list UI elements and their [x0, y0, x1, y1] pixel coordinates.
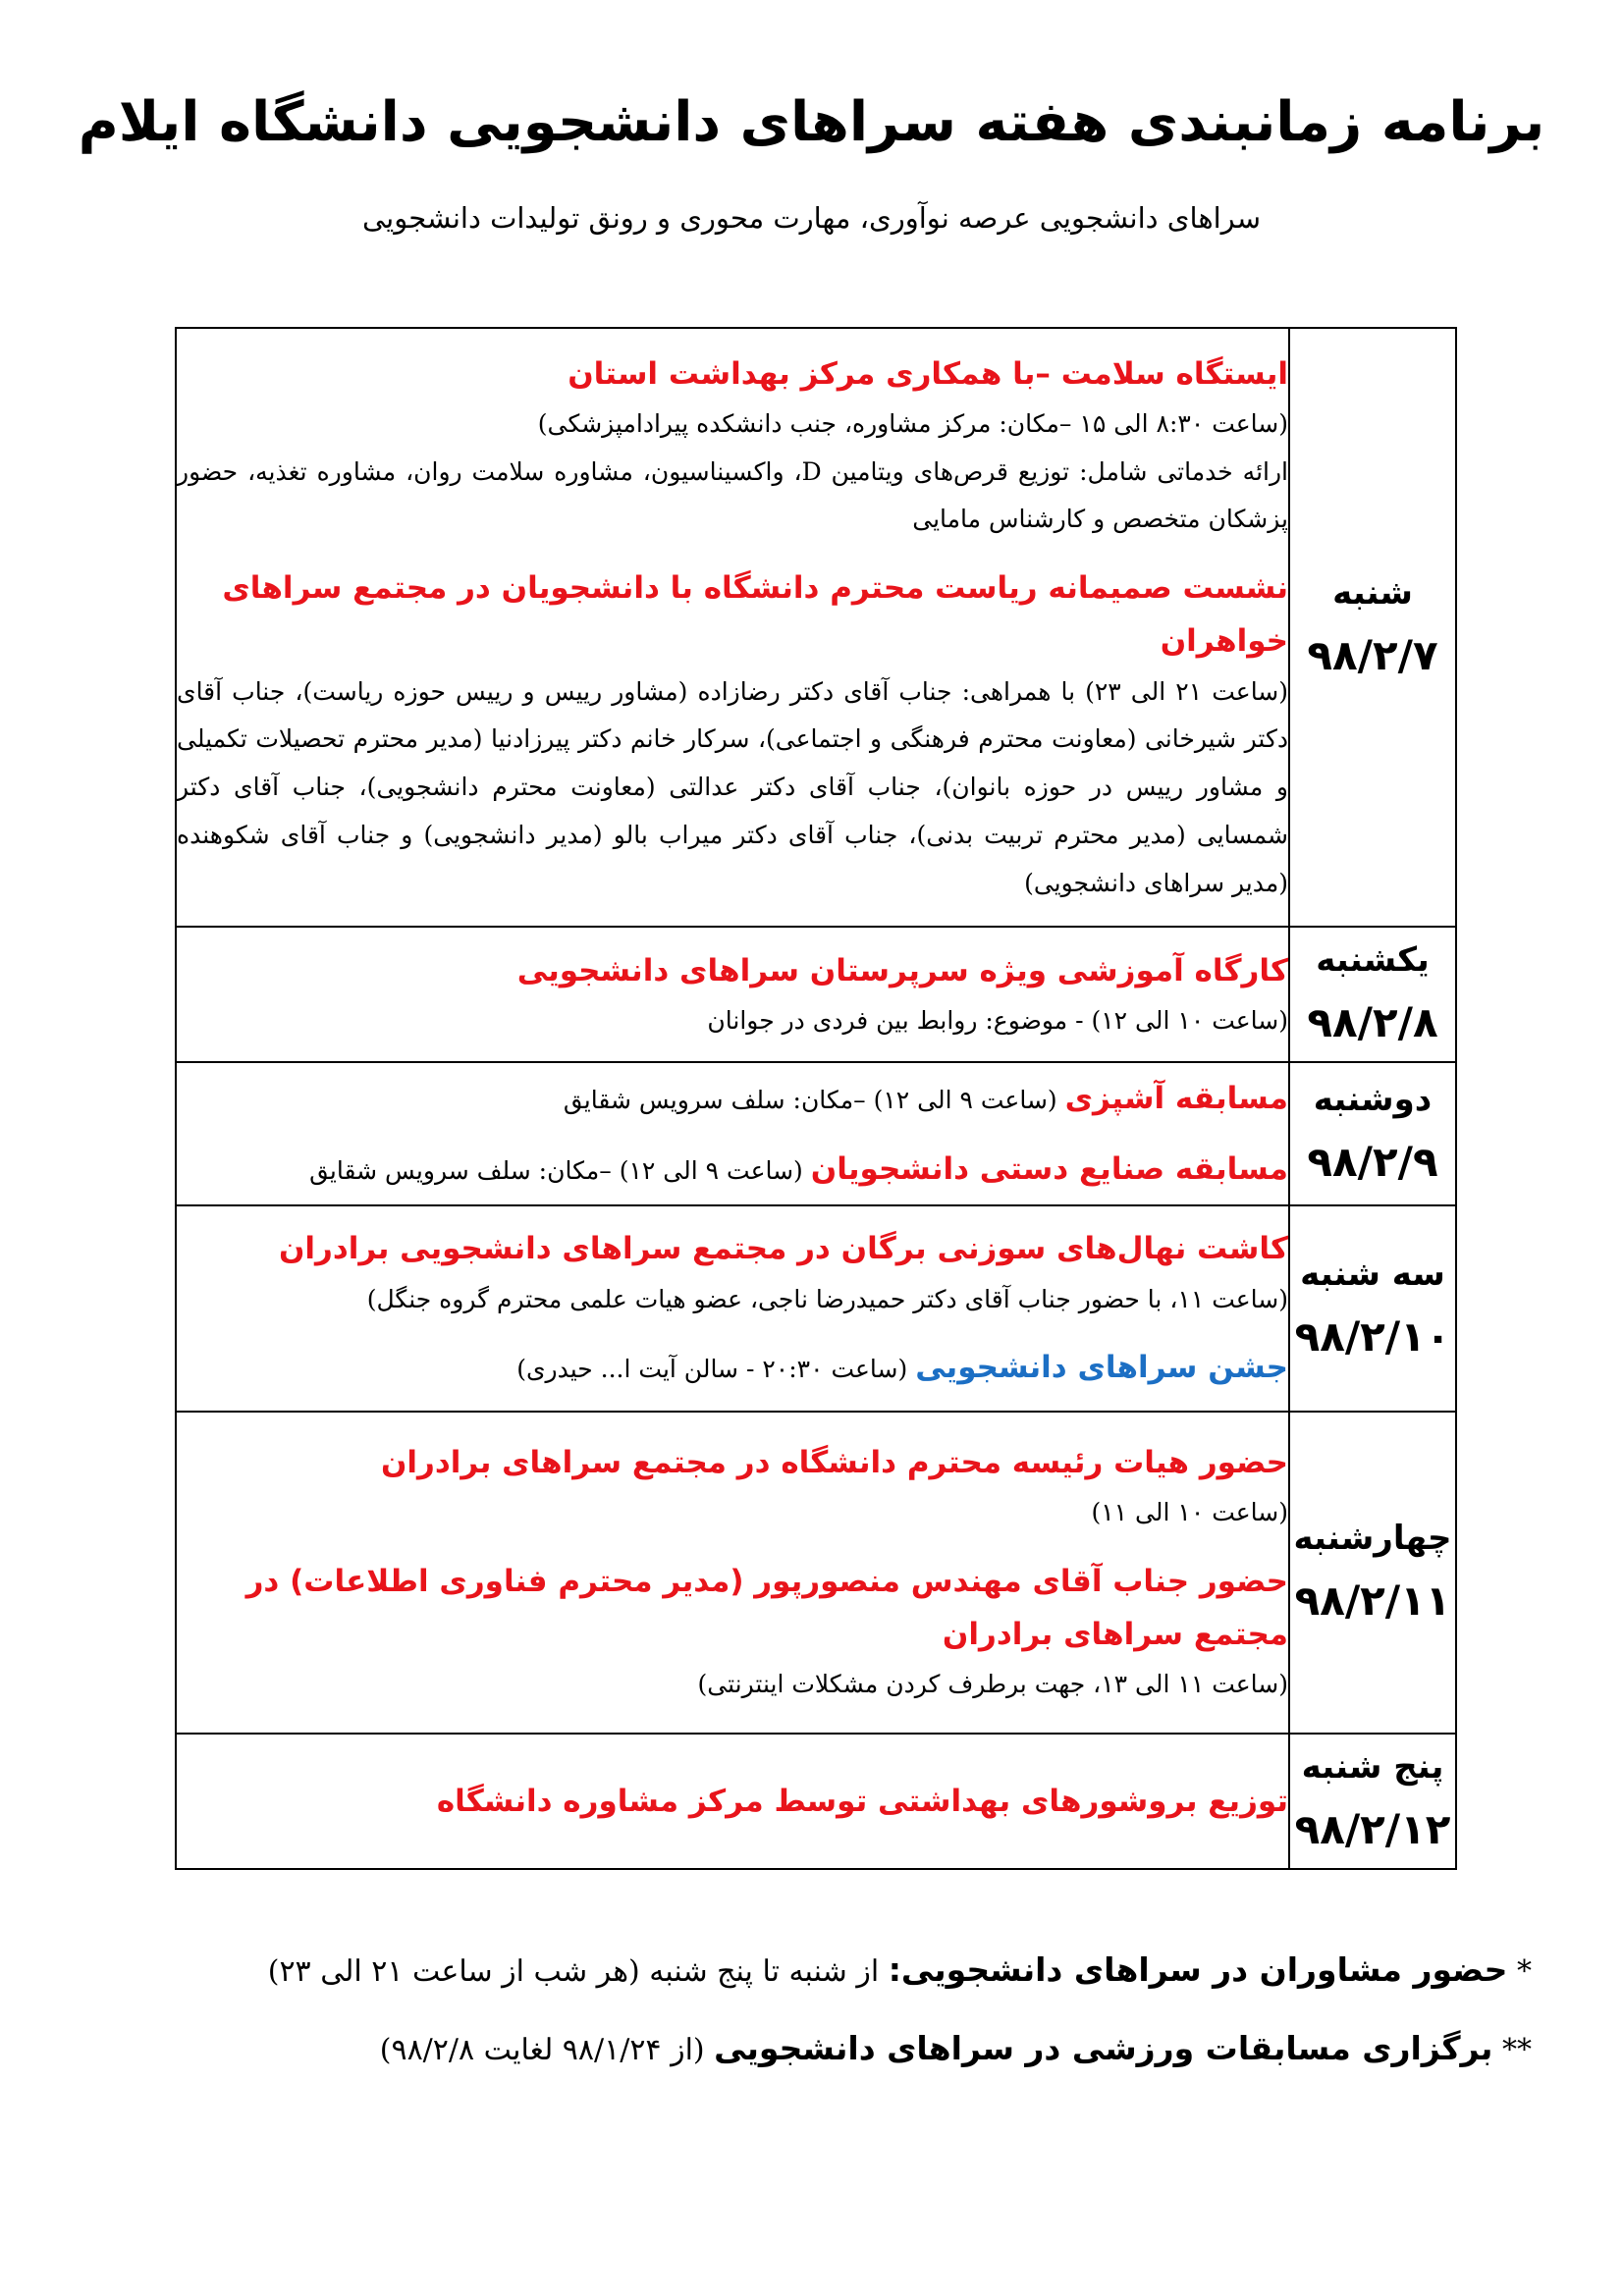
day-date: ۹۸/۲/۹	[1307, 1138, 1438, 1186]
note-marker: **	[1492, 2033, 1532, 2068]
event-inline-detail: (ساعت ۹ الی ۱۲) –مکان: سلف سرویس شقایق	[309, 1156, 811, 1185]
events-cell	[176, 1412, 1289, 1734]
event-title-text: کاشت نهال‌های سوزنی برگان در مجتمع سراهای دانشجویی برادران	[278, 1231, 1288, 1267]
table-row	[176, 1412, 1456, 1734]
note-text: از شنبه تا پنج شنبه (هر شب از ساعت ۲۱ الی ۲۳)	[267, 1954, 889, 1989]
day-cell	[1289, 1734, 1456, 1869]
event-detail: (ساعت ۲۱ الی ۲۳) با همراهی: جناب آقای دکتر رضازاده (مشاور رییس و رییس حوزه ریاست)، جناب آقای دکتر شیرخانی (معاونت محترم فرهنگی و اجتماعی)، سرکار خانم دکتر پیرزادنیا (مدیر محترم تحصیلات تکمیلی و مشاور رییس در حوزه بانوان)، جناب آقای دکتر عدالتی (معاونت محترم دانشجویی)، جناب آقای دکتر شمسایی (مدیر محترم تربیت بدنی)، جناب آقای دکتر میراب بالو (مدیر دانشجویی) و جناب آقای شکوهنده (مدیر سراهای دانشجویی)	[177, 676, 1289, 897]
page-title: برنامه زمانبندی هفته سراهای دانشجویی دانشگاه ایلام	[78, 90, 1545, 154]
events-cell	[176, 927, 1289, 1062]
event-title	[177, 1222, 1288, 1275]
day-cell	[1289, 328, 1456, 927]
day-name: یکشنبه	[1316, 940, 1430, 980]
notes-section	[167, 1948, 1532, 2105]
day-name: شنبه	[1332, 573, 1413, 613]
event-detail: (ساعت ۱۰ الی ۱۲) - موضوع: روابط بین فردی در جوانان	[707, 1005, 1288, 1035]
event-detail: (ساعت ۱۱، با حضور جناب آقای دکتر حمیدرضا ناجی، عضو هیات علمی محترم گروه جنگل)	[366, 1284, 1288, 1313]
schedule-body	[176, 328, 1456, 1869]
event-title-text: مسابقه صنایع دستی دانشجویان	[810, 1151, 1288, 1187]
event-title-text: مسابقه آشپزی	[1064, 1080, 1288, 1116]
note-item	[167, 1948, 1532, 1993]
page-subtitle: سراهای دانشجویی عرصه نوآوری، مهارت محوری و رونق تولیدات دانشجویی	[362, 201, 1261, 235]
event-inline-detail: (ساعت ۹ الی ۱۲) –مکان: سلف سرویس شقایق	[563, 1085, 1065, 1114]
events-cell	[176, 1205, 1289, 1412]
day-cell	[1289, 927, 1456, 1062]
day-name: دوشنبه	[1313, 1080, 1433, 1119]
event-inline-detail: (ساعت ۲۰:۳۰ - سالن آیت ا... حیدری)	[516, 1355, 916, 1384]
event-title	[177, 1341, 1288, 1394]
event-title	[177, 1436, 1288, 1489]
day-name: چهارشنبه	[1293, 1519, 1452, 1558]
event-detail: (ساعت ۸:۳۰ الی ۱۵ –مکان: مرکز مشاوره، جنب دانشکده پیرادامپزشکی)	[537, 408, 1288, 438]
day-name: پنج شنبه	[1301, 1747, 1444, 1787]
event-title	[177, 1775, 1288, 1828]
event-detail: ارائه خدماتی شامل: توزیع قرص‌های ویتامین D، واکسیناسیون، مشاوره سلامت روان، مشاوره تغذیه، حضور پزشکان متخصص و کارشناس مامایی	[177, 456, 1288, 534]
table-row	[176, 1205, 1456, 1412]
event-title	[177, 561, 1288, 668]
day-date: ۹۸/۲/۱۲	[1294, 1805, 1451, 1853]
day-date: ۹۸/۲/۱۰	[1294, 1312, 1451, 1361]
day-date: ۹۸/۲/۱۱	[1294, 1576, 1451, 1625]
table-row	[176, 1062, 1456, 1205]
day-cell	[1289, 1412, 1456, 1734]
day-date: ۹۸/۲/۸	[1307, 998, 1438, 1046]
note-text: (از ۹۸/۱/۲۴ لغایت ۹۸/۲/۸)	[379, 2033, 715, 2068]
events-cell	[176, 328, 1289, 927]
day-date: ۹۸/۲/۷	[1307, 631, 1438, 679]
table-row	[176, 927, 1456, 1062]
event-detail: (ساعت ۱۱ الی ۱۳، جهت برطرف کردن مشکلات اینترنتی)	[697, 1670, 1288, 1699]
event-title	[177, 1143, 1288, 1196]
event-title	[177, 944, 1288, 997]
event-gap	[177, 1125, 1288, 1143]
event-gap	[177, 1323, 1288, 1341]
event-title-text: حضور هیات رئیسه محترم دانشگاه در مجتمع سراهای برادران	[380, 1444, 1288, 1480]
schedule-table	[175, 327, 1457, 1870]
event-title-text: کارگاه آموزشی ویژه سرپرستان سراهای دانشجویی	[516, 952, 1288, 988]
note-item	[167, 2026, 1532, 2071]
event-gap	[177, 544, 1288, 561]
day-name: سه شنبه	[1300, 1255, 1445, 1294]
note-heading: حضور مشاوران در سراهای دانشجویی:	[888, 1950, 1508, 1989]
event-title-text: جشن سراهای دانشجویی	[915, 1350, 1288, 1386]
event-title-text: توزیع بروشورهای بهداشتی توسط مرکز مشاوره دانشگاه	[436, 1783, 1288, 1819]
event-title-text: نشست صمیمانه ریاست محترم دانشگاه با دانشجویان در مجتمع سراهای خواهران	[222, 570, 1288, 660]
event-title-text: حضور جناب آقای مهندس منصورپور (مدیر محترم فناوری اطلاعات) در مجتمع سراهای برادران	[245, 1563, 1288, 1653]
event-title	[177, 1555, 1288, 1662]
events-cell	[176, 1062, 1289, 1205]
event-title	[177, 347, 1288, 400]
event-title-text: ایستگاه سلامت –با همکاری مرکز بهداشت استان	[568, 355, 1288, 392]
day-cell	[1289, 1062, 1456, 1205]
table-row	[176, 1734, 1456, 1869]
events-cell	[176, 1734, 1289, 1869]
event-title	[177, 1072, 1288, 1125]
day-cell	[1289, 1205, 1456, 1412]
note-heading: برگزاری مسابقات ورزشی در سراهای دانشجویی	[714, 2029, 1493, 2068]
event-detail: (ساعت ۱۰ الی ۱۱)	[1091, 1498, 1288, 1527]
note-marker: *	[1507, 1954, 1532, 1989]
event-gap	[177, 1537, 1288, 1555]
table-row	[176, 328, 1456, 927]
